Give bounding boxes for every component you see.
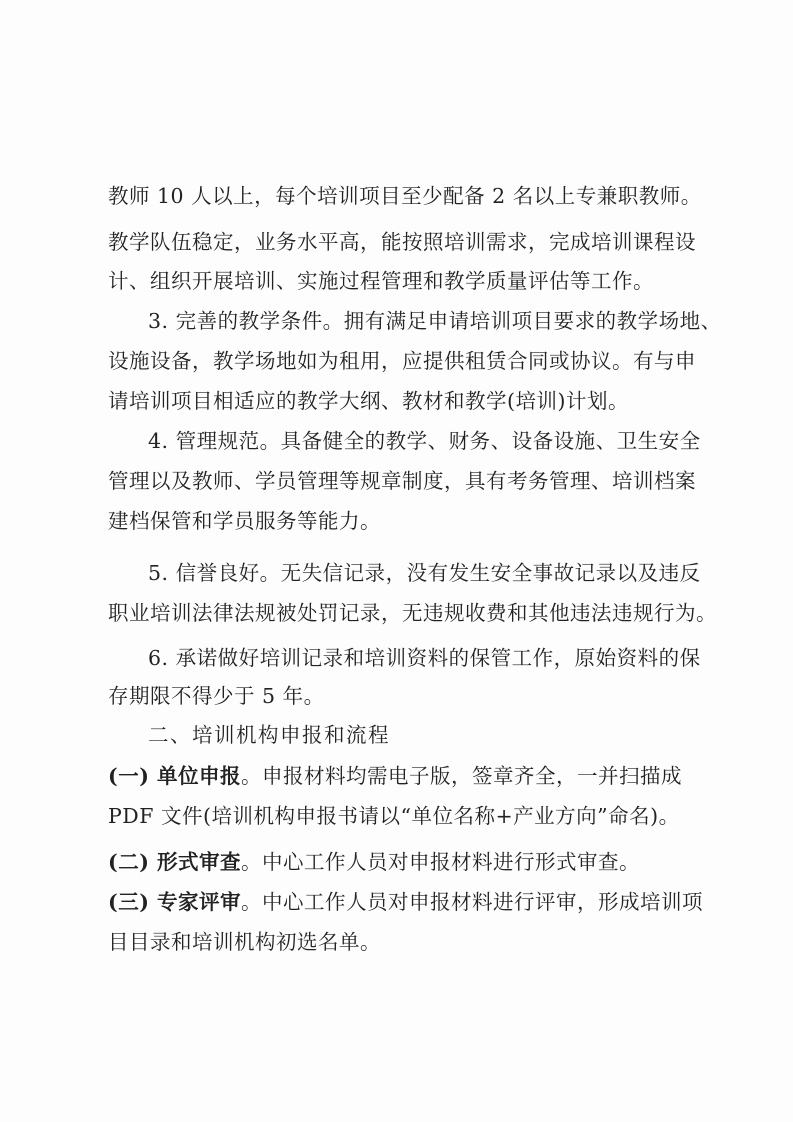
body-line: 建档保管和学员服务等能力。 bbox=[108, 509, 381, 533]
step-3 bbox=[108, 889, 703, 915]
body-line: 教学队伍稳定，业务水平高，能按照培训需求，完成培训课程设 bbox=[108, 230, 696, 254]
step-2-label: (二) 形式审查 bbox=[108, 850, 242, 874]
body-line: 4. 管理规范。具备健全的教学、财务、设备设施、卫生安全 bbox=[148, 429, 701, 453]
body-line: 存期限不得少于 5 年。 bbox=[108, 684, 325, 708]
body-line: 5. 信誉良好。无失信记录，没有发生安全事故记录以及违反 bbox=[148, 561, 701, 585]
step-3-label: (三) 专家评审 bbox=[108, 890, 242, 914]
body-line: 职业培训法律法规被处罚记录，无违规收费和其他违法违规行为。 bbox=[108, 601, 717, 625]
step-1 bbox=[108, 763, 682, 789]
body-line: 管理以及教师、学员管理等规章制度，具有考务管理、培训档案 bbox=[108, 469, 696, 493]
body-line: 请培训项目相适应的教学大纲、教材和教学(培训)计划。 bbox=[108, 389, 629, 413]
body-line: 设施设备，教学场地如为租用，应提供租赁合同或协议。有与申 bbox=[108, 349, 696, 373]
body-line: 计、组织开展培训、实施过程管理和教学质量评估等工作。 bbox=[108, 269, 654, 293]
body-line: 6. 承诺做好培训记录和培训资料的保管工作，原始资料的保 bbox=[148, 646, 701, 670]
step-3-text: 。中心工作人员对申报材料进行评审，形成培训项 bbox=[241, 890, 704, 914]
step-1-continuation: PDF 文件(培训机构申报书请以“单位名称+产业方向”命名)。 bbox=[108, 804, 680, 828]
step-1-label: (一) 单位申报 bbox=[108, 764, 242, 788]
step-2 bbox=[108, 849, 640, 875]
body-line: 3. 完善的教学条件。拥有满足申请培训项目要求的教学场地、 bbox=[148, 309, 722, 333]
step-1-text: 。申报材料均需电子版，签章齐全，一并扫描成 bbox=[241, 764, 683, 788]
section-heading: 二、培训机构申报和流程 bbox=[148, 723, 390, 747]
step-3-continuation: 目目录和培训机构初选名单。 bbox=[108, 930, 381, 954]
step-2-text: 。中心工作人员对申报材料进行形式审查。 bbox=[241, 850, 641, 874]
body-line: 教师 10 人以上，每个培训项目至少配备 2 名以上专兼职教师。 bbox=[108, 184, 702, 208]
